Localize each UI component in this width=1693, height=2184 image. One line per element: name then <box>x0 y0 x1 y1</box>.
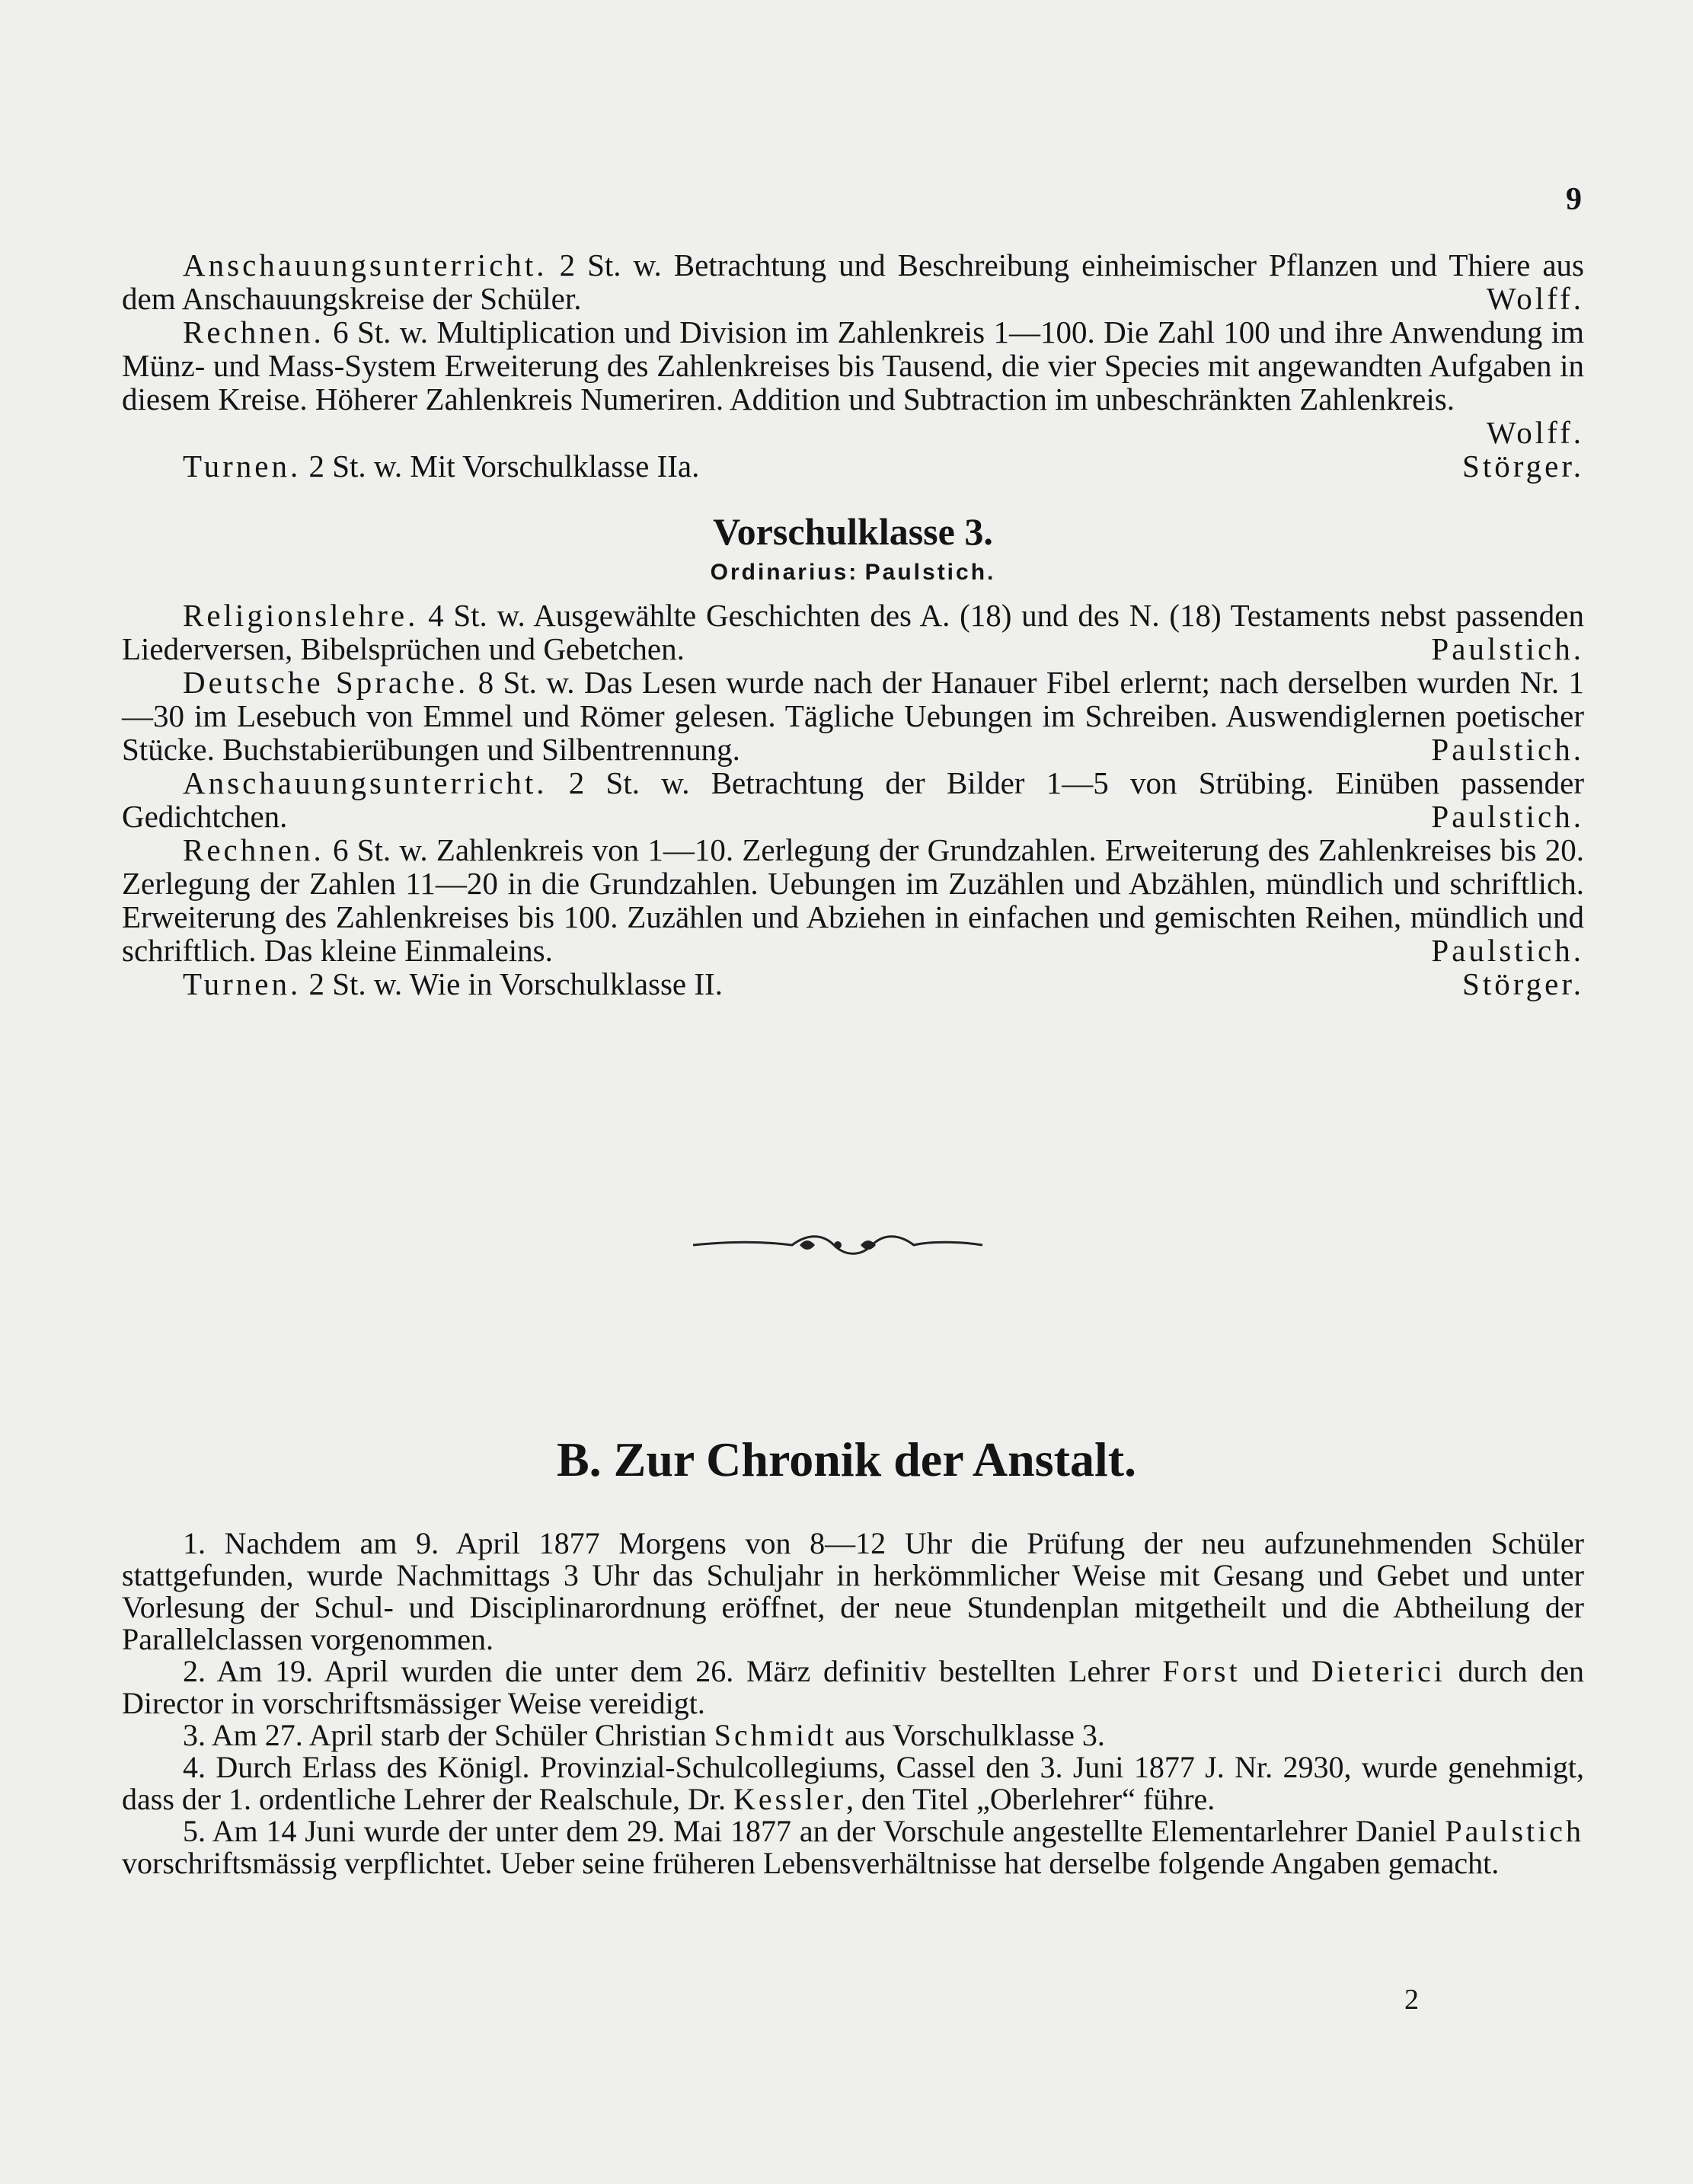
item-text: vorschriftsmässig verpflichtet. Ueber seine früheren Lebensverhältnisse hat derselbe folgende Angaben gemacht. <box>122 1846 1500 1880</box>
ordinarius-label: Ordinarius: <box>710 560 859 585</box>
item-text: 3. Am 27. April starb der Schüler Christian <box>183 1718 714 1752</box>
chronicle-item <box>122 1751 1584 1815</box>
subject-label: Rechnen. <box>183 832 324 867</box>
subject-label: Rechnen. <box>183 315 324 350</box>
chronicle-item <box>122 1815 1584 1879</box>
item-text: 5. Am 14 Juni wurde der unter dem 29. Mai 1877 an der Vorschule angestellte Elementarlehrer Daniel <box>183 1814 1445 1848</box>
person-name: Paulstich <box>1445 1814 1584 1848</box>
subject-label: Religionslehre. <box>183 598 419 633</box>
teacher-signature: Paulstich. <box>1431 732 1584 767</box>
person-name: Dieterici <box>1311 1654 1445 1688</box>
ornament-divider-icon <box>685 1226 990 1264</box>
paragraph-text: 2 St. w. Betrachtung und Beschreibung einheimischer Pflanzen und Thiere aus dem Anschauungskreise der Schüler. <box>122 247 1584 316</box>
paragraph-text: 4 St. w. Ausgewählte Geschichten des A. (18) und des N. (18) Testaments nebst passenden Liederversen, Bibelsprüchen und Gebetchen. <box>122 598 1584 666</box>
subject-label: Deutsche Sprache. <box>183 665 469 700</box>
section-heading: B. Zur Chronik der Anstalt. <box>556 1432 1137 1486</box>
chronicle-item <box>122 1719 1584 1751</box>
subject-label: Anschauungsunterricht. <box>183 765 548 800</box>
teacher-signature: Paulstich. <box>1431 631 1584 666</box>
item-text: , den Titel „Oberlehrer“ führe. <box>846 1782 1215 1816</box>
ordinarius-name: Paulstich. <box>864 560 996 585</box>
subject-label: Anschauungsunterricht. <box>183 247 548 283</box>
teacher-signature: Wolff. <box>1486 415 1584 450</box>
paragraph <box>122 248 1584 315</box>
signature-mark: 2 <box>1404 1984 1419 2016</box>
paragraph <box>122 315 1584 449</box>
chronicle-item: 1. Nachdem am 9. April 1877 Morgens von 8—12 Uhr die Prüfung der neu aufzunehmenden Schüler stattgefunden, wurde Nachmittags 3 Uhr das Schuljahr in herkömmlicher Weise mit Gesang und Gebet und unter Vorlesung der Schul- und Disciplinarordnung eröffnet, der neue Stundenplan mitgetheilt und die Abtheilung der Parallelclassen vorgenommen. <box>122 1526 1584 1656</box>
paragraph-text: 8 St. w. Das Lesen wurde nach der Hanauer Fibel erlernt; nach derselben wurden Nr. 1—30 im Lesebuch von Emmel und Römer gelesen. Tägliche Uebungen im Schreiben. Auswendiglernen poetischer Stücke. Buchstabierübungen und Silbentrennung. <box>122 665 1584 767</box>
paragraph <box>122 766 1584 833</box>
item-text: 2. Am 19. April wurden die unter dem 26. März definitiv bestellten Lehrer <box>183 1654 1163 1688</box>
teacher-signature: Störger. <box>1462 966 1584 1001</box>
person-name: Kessler <box>733 1782 846 1816</box>
chronicle-section <box>122 1528 1584 1879</box>
item-text: aus Vorschulklasse 3. <box>837 1718 1105 1752</box>
class-heading: Vorschulklasse 3. <box>713 510 993 553</box>
chronicle-item <box>122 1656 1584 1719</box>
paragraph <box>122 967 1584 1001</box>
item-text: durch den Director in vorschriftsmässiger Weise vereidigt. <box>122 1654 1585 1720</box>
paragraph <box>122 449 1584 483</box>
paragraph-text: 2 St. w. Mit Vorschulklasse IIa. <box>301 449 700 484</box>
paragraph-text: 6 St. w. Zahlenkreis von 1—10. Zerlegung der Grundzahlen. Erweiterung des Zahlenkreises bis 20. Zerlegung der Zahlen 11—20 in die Grundzahlen. Uebungen im Zuzählen und Abzählen, mündlich und schriftlich. Erweiterung des Zahlenkreises bis 100. Zuzählen und Abziehen in einfachen und gemischten Reihen, mündlich und schriftlich. Das kleine Einmaleins. <box>122 832 1584 968</box>
paragraph <box>122 599 1584 666</box>
paragraph-text: 6 St. w. Multiplication und Division im Zahlenkreis 1—100. Die Zahl 100 und ihre Anwendung im Münz- und Mass-System Erweiterung des Zahlenkreises bis Tausend, die vier Species mit angewandten Aufgaben in diesem Kreise. Höherer Zahlenkreis Numeriren. Addition und Subtraction im unbeschränkten Zahlenkreis. <box>122 315 1584 417</box>
person-name: Forst <box>1162 1654 1241 1688</box>
item-text: und <box>1240 1654 1311 1688</box>
teacher-signature: Paulstich. <box>1431 933 1584 968</box>
item-text: 4. Durch Erlass des Königl. Provinzial-Schulcollegiums, Cassel den 3. Juni 1877 J. Nr. 2930, wurde genehmigt, dass der 1. ordentliche Lehrer der Realschule, Dr. <box>122 1750 1584 1816</box>
teacher-signature: Paulstich. <box>1431 799 1584 834</box>
subject-label: Turnen. <box>183 449 302 484</box>
teacher-signature: Wolff. <box>1486 281 1584 316</box>
person-name: Schmidt <box>714 1718 838 1752</box>
page-number: 9 <box>1566 182 1582 217</box>
curriculum-section <box>122 248 1584 1001</box>
ordinarius-line <box>122 556 1584 589</box>
paragraph-text: 2 St. w. Wie in Vorschulklasse II. <box>301 966 723 1001</box>
paragraph-text: 2 St. w. Betrachtung der Bilder 1—5 von Strübing. Einüben passender Gedichtchen. <box>122 765 1584 834</box>
paragraph <box>122 833 1584 967</box>
teacher-signature: Störger. <box>1462 449 1584 484</box>
subject-label: Turnen. <box>183 966 302 1001</box>
paragraph <box>122 666 1584 766</box>
